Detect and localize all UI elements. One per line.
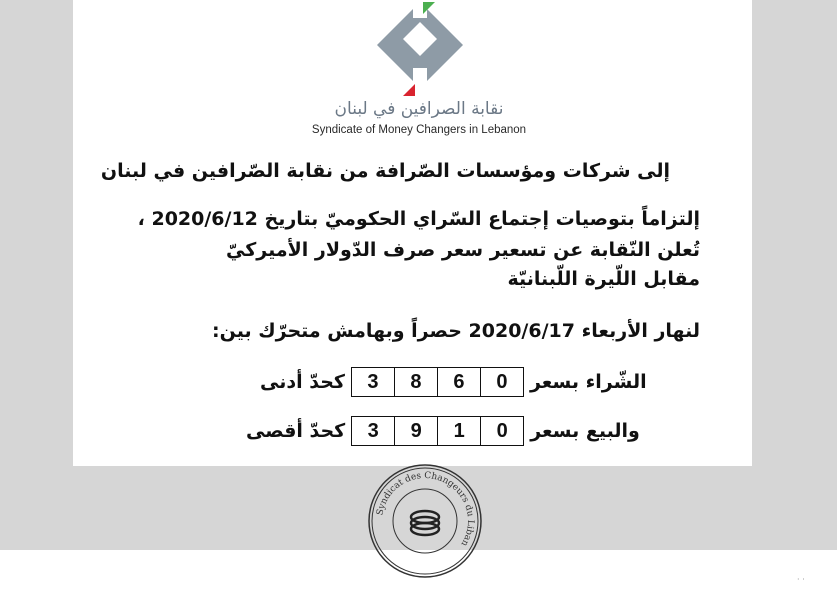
buy-rate-digits	[351, 367, 524, 397]
logo-english-name: Syndicate of Money Changers in Lebanon	[311, 124, 527, 136]
buy-digit: 6	[437, 368, 480, 396]
syndicate-stamp-icon	[366, 462, 484, 580]
buy-digit: 8	[394, 368, 437, 396]
sell-digit: 0	[480, 417, 523, 445]
sell-digit: 1	[437, 417, 480, 445]
buy-rate-label: الشّراء بسعر	[529, 371, 647, 393]
syndicate-logo-icon	[375, 0, 465, 98]
letter-line-3: تُعلن النّقابة عن تسعير سعر صرف الدّولار الأميركيّ	[226, 239, 700, 261]
letter-line-5: لنهار الأربعاء 2020/6/17 حصراً وبهامش متحرّك بين:	[212, 320, 700, 342]
sell-rate-row	[246, 416, 640, 446]
logo-arabic-name: نقابة الصرافين في لبنان	[334, 99, 504, 119]
stamp-outer-ring	[369, 465, 481, 577]
letter-line-2: إلتزاماً بتوصيات إجتماع السّراي الحكوميّ بتاريخ 2020/6/12 ،	[137, 208, 700, 230]
sell-digit: 9	[394, 417, 437, 445]
sell-rate-suffix: كحدّ أقصى	[246, 420, 346, 442]
stamp-outer-ring-2	[372, 468, 478, 574]
letter-line-4: مقابل اللّيرة اللّبنانيّة	[507, 268, 700, 290]
buy-digit: 3	[367, 371, 379, 393]
stamp-inner-ring	[393, 489, 457, 553]
stamp-text-path: Syndicat des Changeurs du Liban	[375, 470, 476, 548]
sell-digit: 3	[367, 420, 379, 442]
sell-rate-digits	[351, 416, 524, 446]
sell-rate-label: والبيع بسعر	[530, 420, 640, 442]
logo-red-mark	[403, 84, 415, 96]
logo-bottom-notch	[413, 68, 427, 98]
buy-rate-suffix: كحدّ أدنى	[260, 371, 345, 393]
stamp-outer-text	[375, 471, 475, 548]
buy-rate-row	[260, 367, 647, 397]
buy-digit: 0	[480, 368, 523, 396]
letter-heading: إلى شركات ومؤسسات الصّرافة من نقابة الصّرافين في لبنان	[100, 160, 670, 182]
decorative-dots: · ·	[797, 575, 805, 584]
